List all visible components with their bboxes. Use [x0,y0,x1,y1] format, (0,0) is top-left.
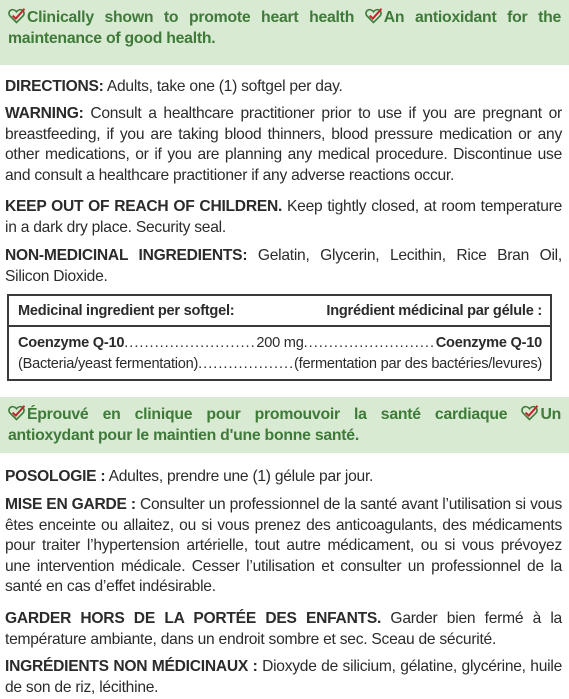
warning-text: Consult a healthcare practitioner prior to use if you are pregnant or breastfeeding, if you are taking blood thinners, blood pressure medication or any other medications, or if you are planning any medical procedure. Discontinue use and consult a healthcare practitioner if any adverse reactions occur. [5,105,562,184]
leader-dots [198,354,294,372]
ingredients-non-medicinaux-text: Dioxyde de silicium, gélatine, glycérine, huile de son de riz, lécithine. [5,658,562,696]
source-english: (Bacteria/yeast fermentation) [18,356,199,372]
directions-paragraph [5,77,562,98]
english-claims-banner [0,0,569,65]
mise-en-garde-paragraph [5,495,562,598]
heart-check-icon [365,8,382,24]
mise-en-garde-label: MISE EN GARDE : [5,496,136,513]
ingredients-non-medicinaux-label: INGRÉDIENTS NON MÉDICINAUX : [5,658,258,675]
non-medicinal-label: NON-MEDICINAL INGREDIENTS: [5,247,248,264]
mise-en-garde-text: Consulter un professionnel de la santé avant l’utilisation si vous êtes enceinte ou allaitez, ou si vous prenez des anticoagulants, des médicaments pour traiter l’hypertension artérielle, tout autre médicament, ou si vous prévoyez une intervention médicale. Cesser l’utilisation et consulter un professionnel de la santé en cas d’effet indésirable. [5,496,563,595]
medicinal-ingredient-table [7,294,552,381]
non-medicinal-paragraph [5,246,562,287]
header-english: Medicinal ingredient per softgel: [18,303,235,319]
garder-paragraph [5,609,562,650]
ingredient-french: Coenzyme Q-10 [435,335,542,351]
ingredient-amount: 200 mg [256,335,304,351]
warning-paragraph [5,104,562,186]
table-header [9,296,550,327]
posologie-paragraph [5,467,562,488]
header-french: Ingrédient médicinal par gélule : [326,303,542,319]
keep-out-paragraph [5,197,562,238]
heart-check-icon [521,405,538,421]
posologie-text: Adultes, prendre une (1) gélule par jour. [105,468,374,485]
table-row [18,354,542,375]
keep-out-text: Keep tightly closed, at room temperature in a dark dry place. Security seal. [5,198,562,236]
warning-label: WARNING: [5,105,84,122]
directions-text: Adults, take one (1) softgel per day. [103,78,343,95]
garder-text: Garder bien fermé à la température ambiante, dans un endroit sombre et sec. Sceau de sécurité. [5,610,562,648]
claim-heart-health-fr: Éprouvé en clinique pour promouvoir la santé cardiaque [27,406,508,423]
leader-dots [124,333,256,351]
posologie-label: POSOLOGIE : [5,468,106,485]
directions-label: DIRECTIONS: [5,78,104,95]
heart-check-icon [8,405,25,421]
heart-check-icon [8,8,25,24]
leader-dots [304,333,436,351]
garder-label: GARDER HORS DE LA PORTÉE DES ENFANTS. [5,610,382,627]
keep-out-label: KEEP OUT OF REACH OF CHILDREN. [5,198,283,215]
ingredients-non-medicinaux-paragraph [5,657,562,698]
table-row [18,333,542,354]
claim-antioxidant: An antioxidant for the maintenance of good health. [8,9,562,47]
ingredient-english: Coenzyme Q-10 [18,335,125,351]
french-claims-banner [0,397,569,453]
claim-heart-health: Clinically shown to promote heart health [27,9,355,26]
source-french: (fermentation par des bactéries/levures) [294,356,542,372]
non-medicinal-text: Gelatin, Glycerin, Lecithin, Rice Bran Oil, Silicon Dioxide. [5,247,562,285]
claim-antioxidant-fr: Un antioxydant pour le maintien d'une bonne santé. [8,406,561,444]
